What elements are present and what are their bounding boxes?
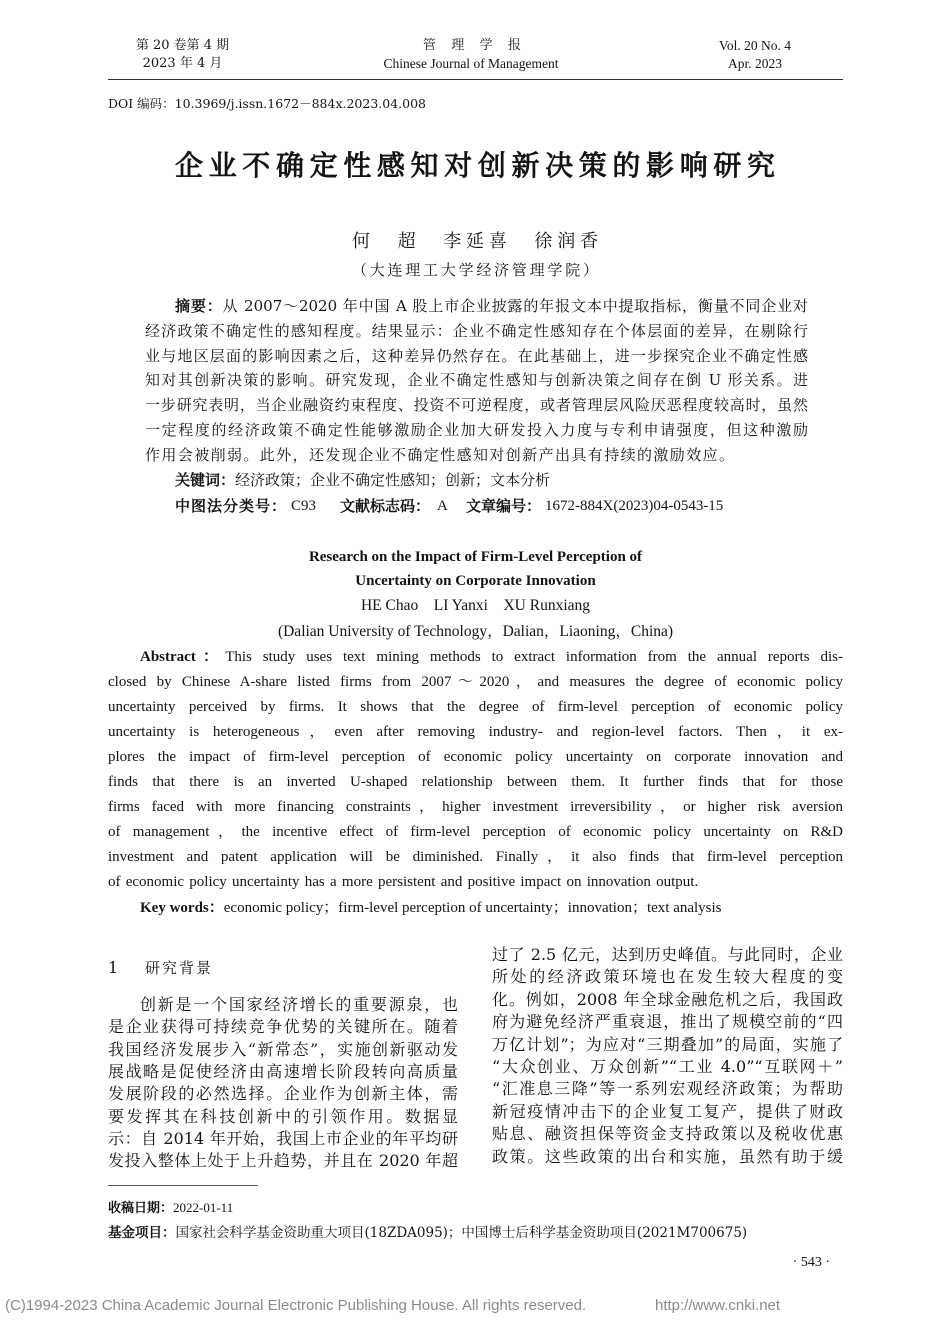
body-left-line: 发投入整体上处于上升趋势，并且在 2020 年超 bbox=[108, 1151, 458, 1170]
keywords-en bbox=[140, 898, 843, 918]
keywords-cn-text: 经济政策；企业不确定性感知；创新；文本分析 bbox=[235, 471, 551, 489]
abstract-en-line: closed by Chinese A-share listed firms from 2007～2020，and measures the degree of economic policy bbox=[108, 674, 843, 690]
body-left-line: 我国经济发展步入“新常态”，实施创新驱动发 bbox=[108, 1040, 458, 1059]
abstract-en-line: of economic policy uncertainty has a more persistent and positive impact on innovation output. bbox=[108, 874, 699, 890]
header-volume-issue: 第 20 卷第 4 期 bbox=[135, 38, 230, 53]
abstract-cn-line: 经济政策不确定性的感知程度。结果显示：企业不确定性感知存在个体层面的差异，在剔除行 bbox=[145, 322, 808, 340]
affiliation-en: (Dalian University of Technology，Dalian，Liaoning，China) bbox=[277, 623, 674, 640]
keywords-cn-label: 关键词： bbox=[175, 471, 236, 489]
footnote-rule bbox=[108, 1185, 258, 1186]
abstract-en-line: uncertainty perceived by firms. It shows that the degree of firm-level perception of economic policy bbox=[108, 699, 843, 715]
abstract-cn-line: 一定程度的经济政策不确定性能够激励企业加大研发投入力度与专利申请强度，但这种激励 bbox=[145, 421, 808, 439]
doi: DOI 编码：10.3969/j.issn.1672－884x.2023.04.008 bbox=[108, 96, 426, 111]
title-en-line: Uncertainty on Corporate Innovation bbox=[355, 573, 596, 589]
body-left-line: 创新是一个国家经济增长的重要源泉，也 bbox=[140, 995, 458, 1014]
received-date bbox=[108, 1199, 408, 1217]
article-number-label: 文章编号： bbox=[466, 497, 542, 515]
body-right-line: 所处的经济政策环境也在发生较大程度的变 bbox=[492, 967, 843, 986]
abstract-en-line: finds that there is an inverted U-shaped relationship between them. It further finds that for those bbox=[108, 774, 843, 790]
page-number: · 543 · bbox=[792, 1255, 830, 1270]
abstract-en-line: uncertainty is heterogeneous，even after removing industry- and region-level factors. Then，it ex- bbox=[108, 724, 843, 740]
abstract-cn-label: 摘要： bbox=[175, 297, 223, 315]
abstract-cn-line: 作用会被削弱。此外，还发现企业不确定性感知对创新产出具有持续的激励效应。 bbox=[145, 446, 736, 464]
received-date-label: 收稿日期： bbox=[108, 1201, 174, 1216]
header-volume-en: Vol. 20 No. 4 bbox=[718, 38, 792, 53]
body-left-line: 是企业获得可持续竞争优势的关键所在。随着 bbox=[108, 1017, 458, 1036]
body-right-line: 化。例如，2008 年全球金融危机之后，我国政 bbox=[492, 990, 843, 1009]
body-left-line: 示：自 2014 年开始，我国上市企业的年平均研 bbox=[108, 1129, 458, 1148]
keywords-cn bbox=[175, 470, 808, 490]
body-right-line: 贴息、融资担保等资金支持政策以及税收优惠 bbox=[492, 1124, 843, 1143]
abstract-en-line bbox=[140, 647, 843, 667]
abstract-en-line: plores the impact of firm-level perception of economic policy uncertainty on corporate innovation and bbox=[108, 749, 843, 765]
section-heading: 研究背景 bbox=[145, 959, 214, 977]
affiliation-cn: （大连理工大学经济管理学院） bbox=[352, 261, 598, 279]
header-journal-name-en: Chinese Journal of Management bbox=[383, 56, 559, 71]
article-number-value: 1672-884X(2023)04-0543-15 bbox=[545, 498, 724, 514]
body-left-line: 展战略是促使经济由高速增长阶段转向高质量 bbox=[108, 1062, 458, 1081]
keywords-en-label: Key words： bbox=[140, 900, 224, 916]
body-right-line: 府为避免经济严重衰退，推出了规模空前的“四 bbox=[492, 1012, 843, 1031]
abstract-cn-text: 从 2007～2020 年中国 A 股上市企业披露的年报文本中提取指标，衡量不同企业对 bbox=[222, 297, 808, 315]
received-date-value: 2022-01-11 bbox=[173, 1200, 234, 1215]
body-right-line: 万亿计划”；为应对“三期叠加”的局面，实施了 bbox=[492, 1035, 843, 1054]
abstract-en-label: Abstract： bbox=[140, 649, 226, 665]
page-title: 企业不确定性感知对创新决策的影响研究 bbox=[175, 149, 775, 182]
clc-label: 中图法分类号： bbox=[175, 497, 288, 515]
header-date-cn: 2023 年 4 月 bbox=[142, 56, 223, 71]
body-right-line: 过了 2.5 亿元，达到历史峰值。与此同时，企业 bbox=[492, 945, 843, 964]
keywords-en-text: economic policy；firm-level perception of uncertainty；innovation；text analysis bbox=[223, 900, 722, 916]
abstract-cn-line: 知对其创新决策的影响。研究发现，企业不确定性感知与创新决策之间存在倒 U 形关系。进 bbox=[145, 371, 808, 389]
body-right-line: 新冠疫情冲击下的企业复工复产，提供了财政 bbox=[492, 1102, 843, 1121]
body-right-line: “汇准息三降”等一系列宏观经济政策；为帮助 bbox=[492, 1079, 843, 1098]
abstract-cn-line bbox=[175, 296, 808, 316]
copyright-notice: (C)1994-2023 China Academic Journal Electronic Publishing House. All rights reserved. bbox=[5, 1297, 587, 1314]
body-left-line: 要发挥其在科技创新中的引领作用。数据显 bbox=[108, 1107, 458, 1126]
body-left-line: 发展阶段的必然选择。企业作为创新主体，需 bbox=[108, 1084, 458, 1103]
header-journal-name-cn: 管 理 学 报 bbox=[423, 38, 521, 53]
abstract-en-line: investment and patent application will be diminished. Finally，it also finds that firm-level perception bbox=[108, 849, 843, 865]
doc-code-label: 文献标志码： bbox=[340, 497, 431, 515]
abstract-en-line: firms faced with more financing constraints，higher investment irreversibility，or higher risk aversion bbox=[108, 799, 843, 815]
fund-info-label: 基金项目： bbox=[108, 1225, 176, 1241]
header-rule bbox=[108, 79, 843, 80]
clc-value: C93 bbox=[291, 498, 317, 514]
fund-info-value: 国家社会科学基金资助重大项目(18ZDA095)；中国博士后科学基金资助项目(2021M700675) bbox=[175, 1225, 748, 1241]
header-date-en: Apr. 2023 bbox=[728, 56, 782, 71]
authors-en: HE Chao LI Yanxi XU Runxiang bbox=[360, 597, 591, 614]
cnki-url: http://www.cnki.net bbox=[655, 1297, 781, 1314]
abstract-en-text: This study uses text mining methods to extract information from the annual reports dis- bbox=[225, 649, 843, 665]
abstract-cn-line: 一步研究表明，当企业融资约束程度、投资不可逆程度，或者管理层风险厌恶程度较高时，虽然 bbox=[145, 396, 808, 414]
fund-info bbox=[108, 1224, 843, 1242]
abstract-en-line: of management，the incentive effect of firm-level perception of economic policy uncertainty on R&D bbox=[108, 824, 843, 840]
doc-code-value: A bbox=[437, 498, 448, 514]
body-right-line: “大众创业、万众创新”“工业 4.0”“互联网＋” bbox=[492, 1057, 843, 1076]
section-number: 1 bbox=[108, 958, 119, 977]
abstract-cn-line: 业与地区层面的影响因素之后，这种差异仍然存在。在此基础上，进一步探究企业不确定性感 bbox=[145, 347, 808, 365]
body-right-line: 政策。这些政策的出台和实施，虽然有助于缓 bbox=[492, 1147, 843, 1166]
authors-cn: 何 超 李延喜 徐润香 bbox=[352, 231, 598, 252]
title-en-line: Research on the Impact of Firm-Level Perception of bbox=[308, 549, 643, 565]
